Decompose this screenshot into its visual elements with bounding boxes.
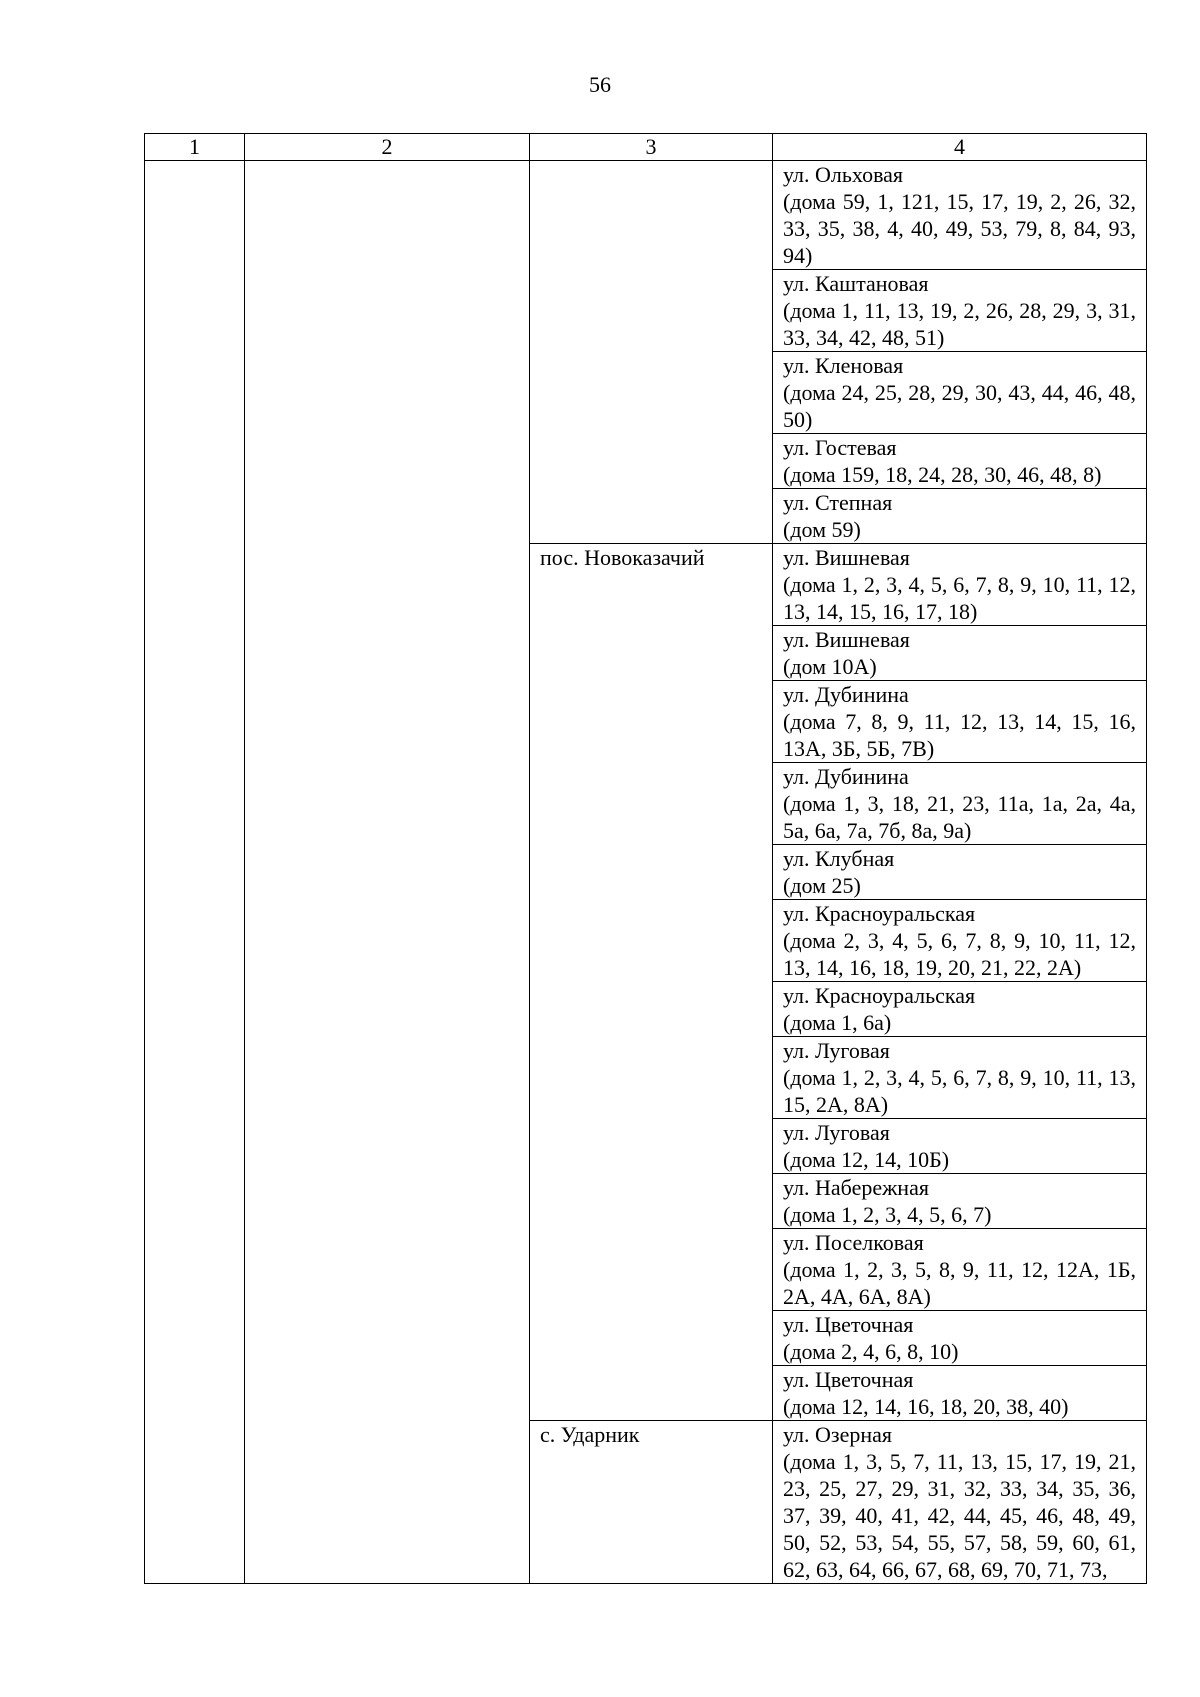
house-numbers: (дома 12, 14, 16, 18, 20, 38, 40)	[783, 1394, 1069, 1419]
column-header-3: 3	[530, 134, 773, 161]
street-name: ул. Гостевая	[783, 435, 897, 460]
street-cell	[773, 270, 1147, 352]
street-name: ул. Ольховая	[783, 162, 904, 187]
street-name: ул. Цветочная	[783, 1312, 914, 1337]
street-cell	[773, 763, 1147, 845]
house-numbers: (дома 1, 11, 13, 19, 2, 26, 28, 29, 3, 31, 33, 34, 42, 48, 51)	[783, 298, 1136, 350]
settlement-cell: с. Ударник	[530, 1421, 773, 1584]
house-numbers: (дома 1, 2, 3, 4, 5, 6, 7, 8, 9, 10, 11, 13, 15, 2А, 8А)	[783, 1065, 1136, 1117]
street-name: ул. Каштановая	[783, 271, 929, 296]
house-numbers: (дома 24, 25, 28, 29, 30, 43, 44, 46, 48, 50)	[783, 380, 1136, 432]
address-table	[144, 133, 1147, 1584]
column-1-cell	[145, 161, 245, 1584]
house-numbers: (дом 25)	[783, 873, 861, 898]
street-cell	[773, 681, 1147, 763]
house-numbers: (дома 12, 14, 10Б)	[783, 1147, 950, 1172]
street-cell	[773, 1037, 1147, 1119]
house-numbers: (дома 2, 3, 4, 5, 6, 7, 8, 9, 10, 11, 12, 13, 14, 16, 18, 19, 20, 21, 22, 2А)	[783, 928, 1136, 980]
house-numbers: (дома 7, 8, 9, 11, 12, 13, 14, 15, 16, 13А, 3Б, 5Б, 7В)	[783, 709, 1136, 761]
house-numbers: (дома 159, 18, 24, 28, 30, 46, 48, 8)	[783, 462, 1102, 487]
column-header-1: 1	[145, 134, 245, 161]
street-cell	[773, 1366, 1147, 1421]
street-name: ул. Луговая	[783, 1120, 890, 1145]
street-name: ул. Набережная	[783, 1175, 929, 1200]
house-numbers: (дома 1, 3, 5, 7, 11, 13, 15, 17, 19, 21, 23, 25, 27, 29, 31, 32, 33, 34, 35, 36, 37, 39, 40, 41, 42, 44, 45, 46, 48, 49, 50, 52, 53, 54, 55, 57, 58, 59, 60, 61, 62, 63, 64, 66, 67, 68, 69, 70, 71, 73,	[783, 1449, 1136, 1582]
house-numbers: (дома 1, 6а)	[783, 1010, 892, 1035]
street-cell	[773, 1174, 1147, 1229]
table-row	[145, 161, 1147, 270]
street-name: ул. Озерная	[783, 1422, 893, 1447]
column-2-cell	[245, 161, 530, 1584]
street-cell	[773, 982, 1147, 1037]
street-cell	[773, 1421, 1147, 1584]
house-numbers: (дома 2, 4, 6, 8, 10)	[783, 1339, 959, 1364]
street-name: ул. Кленовая	[783, 353, 904, 378]
settlement-cell	[530, 161, 773, 544]
street-name: ул. Цветочная	[783, 1367, 914, 1392]
street-cell	[773, 1119, 1147, 1174]
street-name: ул. Степная	[783, 490, 893, 515]
street-name: ул. Красноуральская	[783, 901, 976, 926]
street-cell	[773, 352, 1147, 434]
house-numbers: (дома 1, 3, 18, 21, 23, 11а, 1а, 2а, 4а, 5а, 6а, 7а, 7б, 8а, 9а)	[783, 791, 1136, 843]
page-number: 56	[589, 72, 611, 97]
house-numbers: (дома 1, 2, 3, 5, 8, 9, 11, 12, 12А, 1Б, 2А, 4А, 6А, 8А)	[783, 1257, 1136, 1309]
street-name: ул. Поселковая	[783, 1230, 924, 1255]
street-cell	[773, 845, 1147, 900]
street-name: ул. Красноуральская	[783, 983, 976, 1008]
house-numbers: (дом 10А)	[783, 654, 877, 679]
street-cell	[773, 626, 1147, 681]
house-numbers: (дома 1, 2, 3, 4, 5, 6, 7, 8, 9, 10, 11, 12, 13, 14, 15, 16, 17, 18)	[783, 572, 1136, 624]
address-table-body	[145, 134, 1147, 1584]
house-numbers: (дома 1, 2, 3, 4, 5, 6, 7)	[783, 1202, 992, 1227]
street-cell	[773, 900, 1147, 982]
street-cell	[773, 489, 1147, 544]
street-name: ул. Клубная	[783, 846, 895, 871]
column-header-2: 2	[245, 134, 530, 161]
street-name: ул. Дубинина	[783, 764, 909, 789]
street-cell	[773, 161, 1147, 270]
street-name: ул. Вишневая	[783, 545, 910, 570]
street-cell	[773, 1229, 1147, 1311]
street-cell	[773, 1311, 1147, 1366]
header-row	[145, 134, 1147, 161]
street-name: ул. Дубинина	[783, 682, 909, 707]
street-name: ул. Вишневая	[783, 627, 910, 652]
settlement-cell: пос. Новоказачий	[530, 544, 773, 1421]
column-header-4: 4	[773, 134, 1147, 161]
street-cell	[773, 434, 1147, 489]
house-numbers: (дома 59, 1, 121, 15, 17, 19, 2, 26, 32, 33, 35, 38, 4, 40, 49, 53, 79, 8, 84, 93, 94)	[783, 189, 1136, 268]
street-cell	[773, 544, 1147, 626]
house-numbers: (дом 59)	[783, 517, 861, 542]
street-name: ул. Луговая	[783, 1038, 890, 1063]
